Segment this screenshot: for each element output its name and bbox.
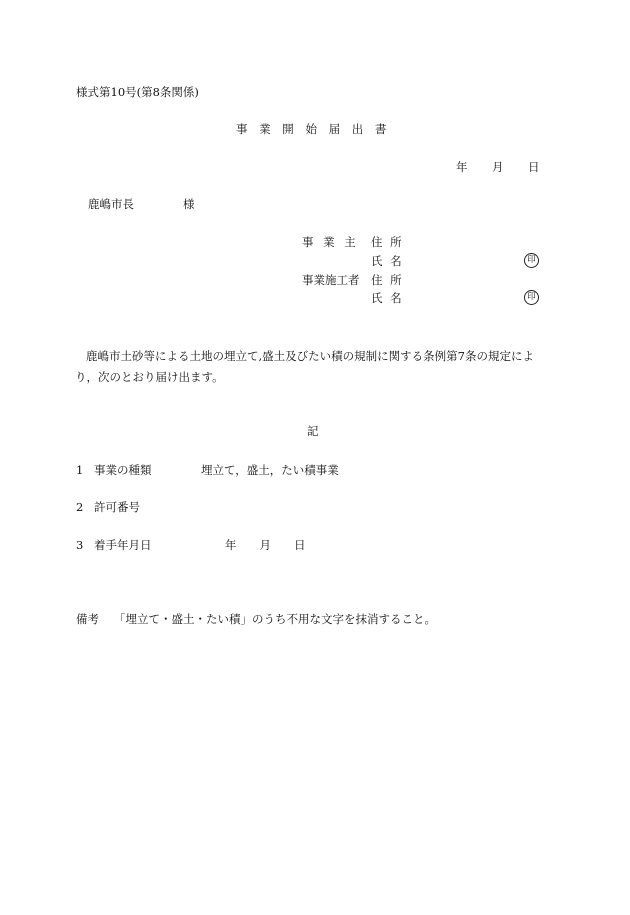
- date-month: 月: [492, 160, 504, 174]
- form-number: 様式第10号(第8条関係): [76, 85, 199, 99]
- contractor-name-label: 氏 名: [371, 291, 404, 305]
- item-value: 埋立て，盛土，たい積事業: [201, 463, 339, 477]
- contractor-address-label: 住 所: [371, 273, 404, 287]
- contractor-label: 事業施工者: [302, 273, 360, 287]
- item-label: 許可番号: [94, 500, 140, 514]
- addressee-honorific: 様: [183, 197, 195, 211]
- date-year: 年: [456, 160, 468, 174]
- ki-heading: 記: [307, 424, 319, 438]
- applicant-name-label: 氏 名: [371, 254, 404, 268]
- remarks-text: 「埋立て・盛土・たい積」のうち不用な文字を抹消すること。: [114, 612, 436, 626]
- body-text: 鹿嶋市土砂等による土地の埋立て,盛土及びたい積の規制に関する条例第7条の規定により，次のとおり届け出ます。: [75, 349, 534, 384]
- date-day: 日: [528, 160, 540, 174]
- addressee-name: 鹿嶋市長: [88, 197, 134, 211]
- item-value: 年 月 日: [225, 538, 306, 552]
- applicant-label: 事 業 主: [302, 235, 359, 249]
- item-label: 着手年月日: [94, 538, 152, 552]
- applicant-seal-icon: 印: [524, 253, 539, 268]
- remarks-label: 備考: [76, 612, 99, 626]
- applicant-address-label: 住 所: [371, 235, 404, 249]
- contractor-seal-icon: 印: [524, 290, 539, 305]
- item-number: 2: [76, 500, 84, 514]
- document-title: 事 業 開 始 届 出 書: [236, 122, 391, 136]
- item-number: 1: [76, 463, 84, 477]
- item-label: 事業の種類: [94, 463, 152, 477]
- item-number: 3: [76, 538, 84, 552]
